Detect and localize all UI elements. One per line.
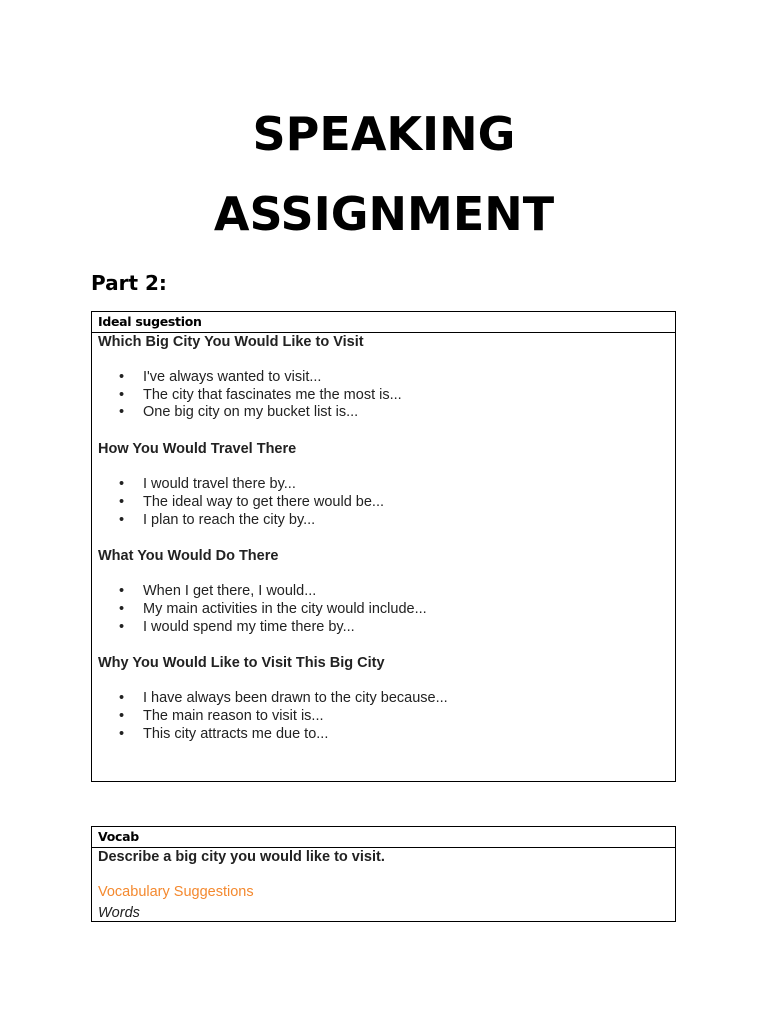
bullet-list	[98, 690, 669, 743]
list-item-text: I have always been drawn to the city because...	[143, 690, 448, 707]
part-heading: Part 2:	[91, 271, 167, 295]
bullet-list	[98, 369, 669, 422]
section-title: Which Big City You Would Like to Visit	[98, 334, 364, 350]
list-item	[98, 601, 669, 619]
list-item-text: When I get there, I would...	[143, 583, 317, 600]
vocab-box	[91, 826, 676, 922]
bullet-icon: •	[119, 404, 125, 421]
title-line-2: ASSIGNMENT	[213, 187, 555, 241]
bullet-icon: •	[119, 511, 125, 528]
list-item	[98, 708, 669, 726]
list-item-text: The city that fascinates me the most is...	[143, 386, 402, 403]
vocab-suggestions-label: Vocabulary Suggestions	[98, 884, 254, 900]
list-item-text: I plan to reach the city by...	[143, 511, 316, 528]
list-item-text: My main activities in the city would include...	[143, 600, 427, 617]
vocab-header: Vocab	[92, 827, 675, 848]
list-item	[98, 583, 669, 601]
list-item-text: One big city on my bucket list is...	[143, 404, 359, 421]
ideal-suggestion-body	[92, 333, 675, 743]
bullet-icon: •	[119, 708, 125, 725]
list-item-text: The ideal way to get there would be...	[143, 493, 385, 510]
list-item-text: This city attracts me due to...	[143, 725, 329, 742]
vocab-prompt: Describe a big city you would like to visit.	[98, 849, 385, 865]
section-title: What You Would Do There	[98, 548, 279, 565]
ideal-suggestion-box	[91, 311, 676, 782]
list-item	[98, 619, 669, 637]
bullet-icon: •	[119, 600, 125, 617]
list-item	[98, 404, 669, 422]
bullet-icon: •	[119, 618, 125, 635]
list-item	[98, 476, 669, 494]
vocab-body	[92, 848, 675, 922]
vocab-words-label: Words	[98, 905, 140, 921]
ideal-suggestion-header: Ideal sugestion	[92, 312, 675, 333]
list-item-text: I would travel there by...	[143, 476, 296, 493]
bullet-icon: •	[119, 476, 125, 493]
section-title: Why You Would Like to Visit This Big City	[98, 655, 385, 672]
bullet-icon: •	[119, 369, 125, 385]
list-item	[98, 369, 669, 387]
title-line-1: SPEAKING	[252, 107, 516, 161]
list-item	[98, 512, 669, 530]
list-item	[98, 387, 669, 405]
list-item	[98, 494, 669, 512]
bullet-icon: •	[119, 690, 125, 707]
bullet-icon: •	[119, 725, 125, 742]
page-title	[0, 94, 768, 254]
list-item-text: The main reason to visit is...	[143, 708, 324, 725]
bullet-icon: •	[119, 493, 125, 510]
list-item	[98, 690, 669, 708]
bullet-icon: •	[119, 583, 125, 600]
bullet-list	[98, 583, 669, 636]
list-item-text: I've always wanted to visit...	[143, 369, 322, 385]
bullet-list	[98, 476, 669, 529]
bullet-icon: •	[119, 386, 125, 403]
list-item-text: I would spend my time there by...	[143, 618, 355, 635]
section-title: How You Would Travel There	[98, 441, 297, 458]
list-item	[98, 726, 669, 744]
